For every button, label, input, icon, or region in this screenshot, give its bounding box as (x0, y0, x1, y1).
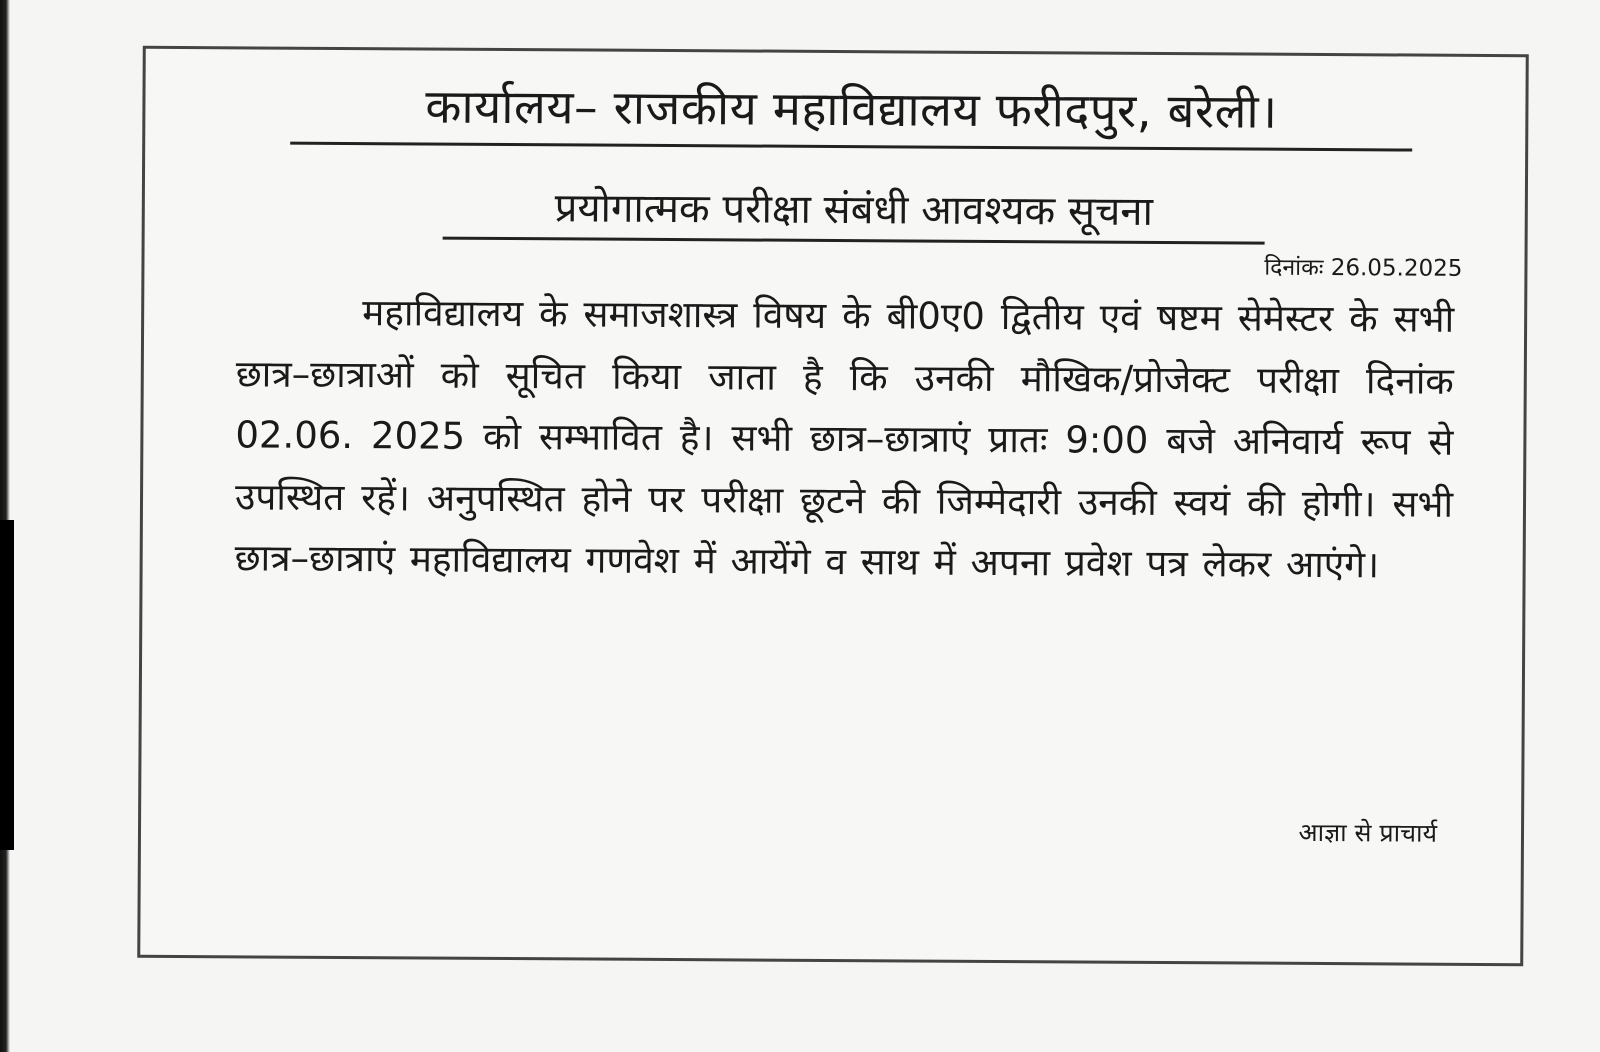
notice-heading: प्रयोगात्मक परीक्षा संबंधी आवश्यक सूचना (443, 179, 1265, 245)
notice-signature: आज्ञा से प्राचार्य (1298, 817, 1438, 848)
page-dark-edge-lower (0, 520, 14, 850)
notice-date (1264, 253, 1462, 284)
office-title: कार्यालय– राजकीय महाविद्यालय फरीदपुर, बरेली। (290, 72, 1412, 152)
date-value: 26.05.2025 (1330, 255, 1463, 282)
notice-body: महाविद्यालय के समाजशास्त्र विषय के बी0ए0 द्वितीय एवं षष्टम सेमेस्टर के सभी छात्र–छात्राओं को सूचित किया जाता है कि उनकी मौखिक/प्रोजेक्ट परीक्षा दिनांक 02.06. 2025 को सम्भावित है। सभी छात्र–छात्राएं प्रातः 9:00 बजे अनिवार्य रूप से उपस्थित रहें। अनुपस्थित होने पर परीक्षा छूटने की जिम्मेदारी उनकी स्वयं की होगी। सभी छात्र–छात्राएं महाविद्यालय गणवेश में आयेंगे व साथ में अपना प्रवेश पत्र लेकर आएंगे। (234, 291, 1455, 587)
notice-frame (137, 46, 1529, 966)
date-label: दिनांकः (1264, 254, 1324, 281)
